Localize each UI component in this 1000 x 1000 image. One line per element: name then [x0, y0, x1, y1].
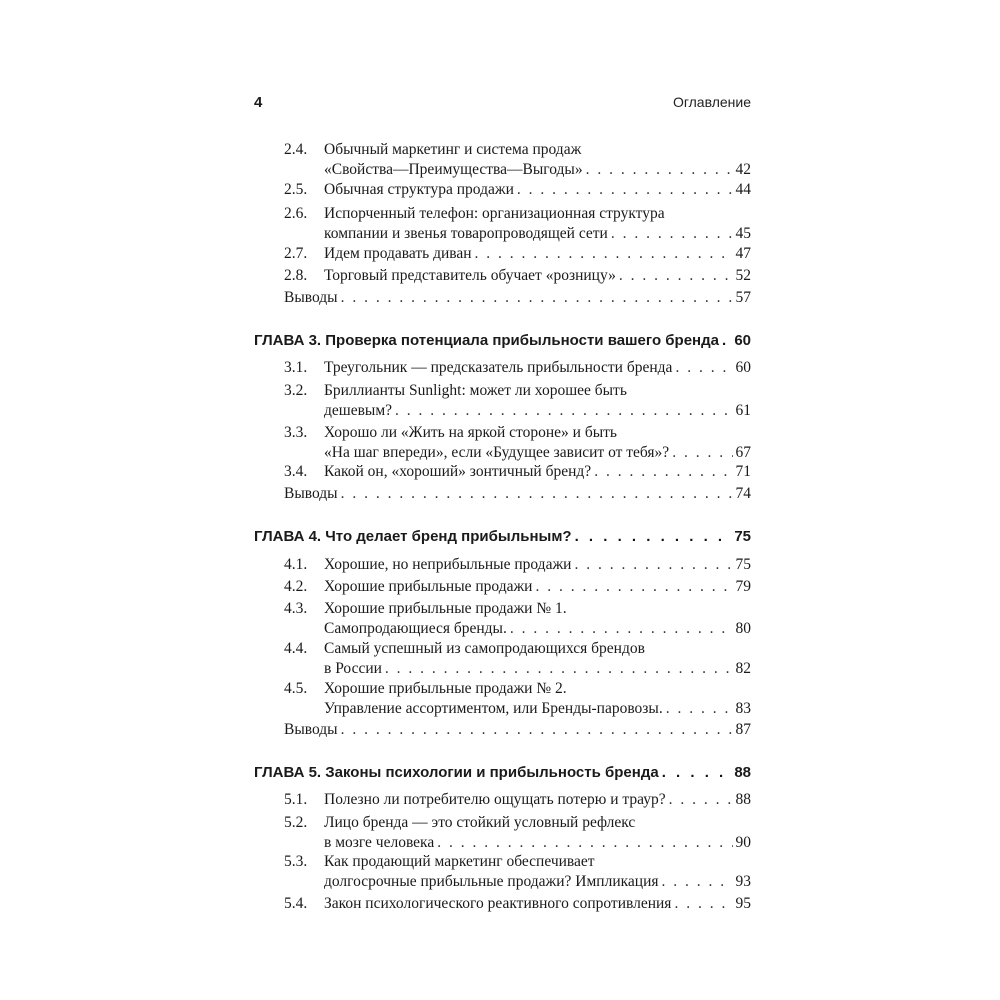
page-number: 4: [254, 94, 263, 111]
toc-entry-text: Треугольник — предсказатель прибыльности бренда: [324, 359, 673, 376]
toc-entry-number: 2.5.: [284, 181, 308, 198]
toc-entry-page: 93: [735, 873, 751, 890]
toc-entry-number: 2.8.: [284, 267, 308, 284]
toc-entry-text: Лицо бренда — это стойкий условный рефлекс: [324, 814, 636, 831]
dot-leader: [341, 288, 733, 308]
toc-entry-page: 60: [735, 359, 751, 376]
dot-leader: [722, 331, 731, 351]
toc-entry[interactable]: [284, 358, 751, 378]
toc-entry-text: Хорошо ли «Жить на яркой стороне» и быть: [324, 424, 617, 441]
toc-entry[interactable]: [284, 555, 751, 575]
toc-entry-text: Самый успешный из самопродающихся брендов: [324, 640, 645, 657]
toc-entry-page: 82: [735, 660, 751, 677]
toc-entry-number: 3.2.: [284, 382, 308, 399]
toc-entry-number: 4.3.: [284, 600, 308, 617]
dot-leader: [662, 763, 732, 783]
dot-leader: [586, 160, 733, 180]
toc-entry-text: Управление ассортиментом, или Бренды-паровозы.: [324, 700, 663, 717]
toc-entry-page: 44: [735, 181, 751, 198]
toc-entry-number: 3.4.: [284, 463, 308, 480]
toc-entry-number: 4.4.: [284, 640, 308, 657]
dot-leader: [662, 872, 733, 892]
toc-entry-text: Хорошие прибыльные продажи: [324, 578, 533, 595]
toc-entry-text: Самопродающиеся бренды.: [324, 620, 507, 637]
dot-leader: [437, 833, 732, 853]
dot-leader: [395, 401, 732, 421]
toc-entry[interactable]: [284, 423, 751, 463]
toc-entry-number: 5.3.: [284, 853, 308, 870]
toc-entry-page: 90: [735, 834, 751, 851]
dot-leader: [611, 224, 733, 244]
toc-entry-page: 80: [735, 620, 751, 637]
toc-entry-number: 5.4.: [284, 895, 308, 912]
toc-entry-number: 2.6.: [284, 205, 308, 222]
toc-entry-text: Какой он, «хороший» зонтичный бренд?: [324, 463, 592, 480]
toc-entry-text: Выводы: [284, 289, 338, 306]
dot-leader: [385, 659, 733, 679]
toc-entry-page: 87: [735, 721, 751, 738]
toc-entry-text: Испорченный телефон: организационная структура: [324, 205, 665, 222]
dot-leader: [669, 790, 733, 810]
toc-entry-text: «На шаг впереди», если «Будущее зависит от тебя»?: [324, 444, 670, 461]
toc-entry-text: Выводы: [284, 485, 338, 502]
toc-entry-page: 57: [735, 289, 751, 306]
page-header: [254, 94, 751, 116]
toc-entry-text: Идем продавать диван: [324, 245, 472, 262]
toc-entry-text: в России: [324, 660, 382, 677]
toc-entry[interactable]: [284, 462, 751, 482]
dot-leader: [594, 462, 732, 482]
toc-entry-text: Закон психологического реактивного сопротивления: [324, 895, 672, 912]
toc-entry[interactable]: [284, 679, 751, 719]
dot-leader: [517, 180, 733, 200]
toc-entry-number: 4.1.: [284, 556, 308, 573]
toc-entry[interactable]: [284, 790, 751, 810]
toc-entry-page: 95: [735, 895, 751, 912]
toc-entry-number: 5.1.: [284, 791, 308, 808]
toc-entry-number: 4.5.: [284, 680, 308, 697]
toc-entry[interactable]: [284, 204, 751, 244]
dot-leader: [574, 555, 732, 575]
toc-entry-page: 75: [735, 556, 751, 573]
toc-entry-page: 74: [735, 485, 751, 502]
dot-leader: [619, 266, 733, 286]
chapter-heading[interactable]: [254, 527, 751, 547]
toc-entry-text: долгосрочные прибыльные продажи? Импликация: [324, 873, 659, 890]
toc-entry-number: 5.2.: [284, 814, 308, 831]
toc-entry-text: Бриллианты Sunlight: может ли хорошее быть: [324, 382, 627, 399]
toc-entry-text: Торговый представитель обучает «розницу»: [324, 267, 616, 284]
toc-entry-page: 42: [735, 161, 751, 178]
chapter-heading-text: ГЛАВА 4. Что делает бренд прибыльным?: [254, 528, 572, 545]
toc-entry[interactable]: [284, 266, 751, 286]
toc-entry-page: 79: [735, 578, 751, 595]
toc-entry-page: 71: [735, 463, 751, 480]
toc-entry-text: Как продающий маркетинг обеспечивает: [324, 853, 595, 870]
toc-entry-text: Выводы: [284, 721, 338, 738]
chapter-heading-text: ГЛАВА 5. Законы психологии и прибыльность бренда: [254, 764, 659, 781]
dot-leader: [675, 358, 732, 378]
running-title: Оглавление: [672, 94, 751, 110]
toc-entry-text: в мозге человека: [324, 834, 435, 851]
chapter-heading[interactable]: [254, 331, 751, 351]
chapter-heading-page: 75: [734, 528, 751, 545]
toc-entry-page: 83: [735, 700, 751, 717]
toc-entry-text: Хорошие прибыльные продажи № 1.: [324, 600, 567, 617]
toc-entry-text: дешевым?: [324, 402, 393, 419]
dot-leader: [674, 894, 732, 914]
chapter-heading[interactable]: [254, 763, 751, 783]
toc-entry-number: 2.7.: [284, 245, 308, 262]
toc-entry-number: 3.3.: [284, 424, 308, 441]
dot-leader: [535, 577, 732, 597]
toc-entry-text: Обычный маркетинг и система продаж: [324, 141, 582, 158]
dot-leader: [341, 484, 733, 504]
dot-leader: [575, 527, 732, 547]
toc-entry[interactable]: [284, 381, 751, 421]
toc-entry-page: 61: [735, 402, 751, 419]
chapter-heading-text: ГЛАВА 3. Проверка потенциала прибыльности вашего бренда: [254, 332, 719, 349]
toc-entry[interactable]: [284, 894, 751, 914]
toc-entry-number: 2.4.: [284, 141, 308, 158]
toc-entry-text: Хорошие прибыльные продажи № 2.: [324, 680, 567, 697]
toc-entry-text: «Свойства—Преимущества—Выгоды»: [324, 161, 583, 178]
toc-entry[interactable]: [284, 577, 751, 597]
toc-entry-text: Хорошие, но неприбыльные продажи: [324, 556, 572, 573]
toc-entry[interactable]: [284, 852, 751, 892]
toc-entry-page: 52: [735, 267, 751, 284]
toc-entry-page: 45: [735, 225, 751, 242]
dot-leader: [510, 619, 733, 639]
toc-entry[interactable]: [284, 813, 751, 853]
toc-entry-number: 3.1.: [284, 359, 308, 376]
toc-summary-entry[interactable]: [284, 720, 751, 740]
toc-entry-page: 67: [735, 444, 751, 461]
toc-entry[interactable]: [284, 244, 751, 264]
dot-leader: [341, 720, 733, 740]
toc-entry[interactable]: [284, 599, 751, 639]
toc-entry-page: 47: [735, 245, 751, 262]
dot-leader: [672, 443, 732, 463]
chapter-heading-page: 88: [734, 764, 751, 781]
dot-leader: [666, 699, 733, 719]
toc-entry[interactable]: [284, 180, 751, 200]
toc-entry[interactable]: [284, 639, 751, 679]
toc-entry-text: Полезно ли потребителю ощущать потерю и траур?: [324, 791, 666, 808]
toc-entry-page: 88: [735, 791, 751, 808]
toc-entry-text: Обычная структура продажи: [324, 181, 514, 198]
toc-entry[interactable]: [284, 140, 751, 180]
toc-entry-text: компании и звенья товаропроводящей сети: [324, 225, 608, 242]
dot-leader: [475, 244, 733, 264]
toc-summary-entry[interactable]: [284, 484, 751, 504]
chapter-heading-page: 60: [734, 332, 751, 349]
toc-entry-number: 4.2.: [284, 578, 308, 595]
toc-summary-entry[interactable]: [284, 288, 751, 308]
